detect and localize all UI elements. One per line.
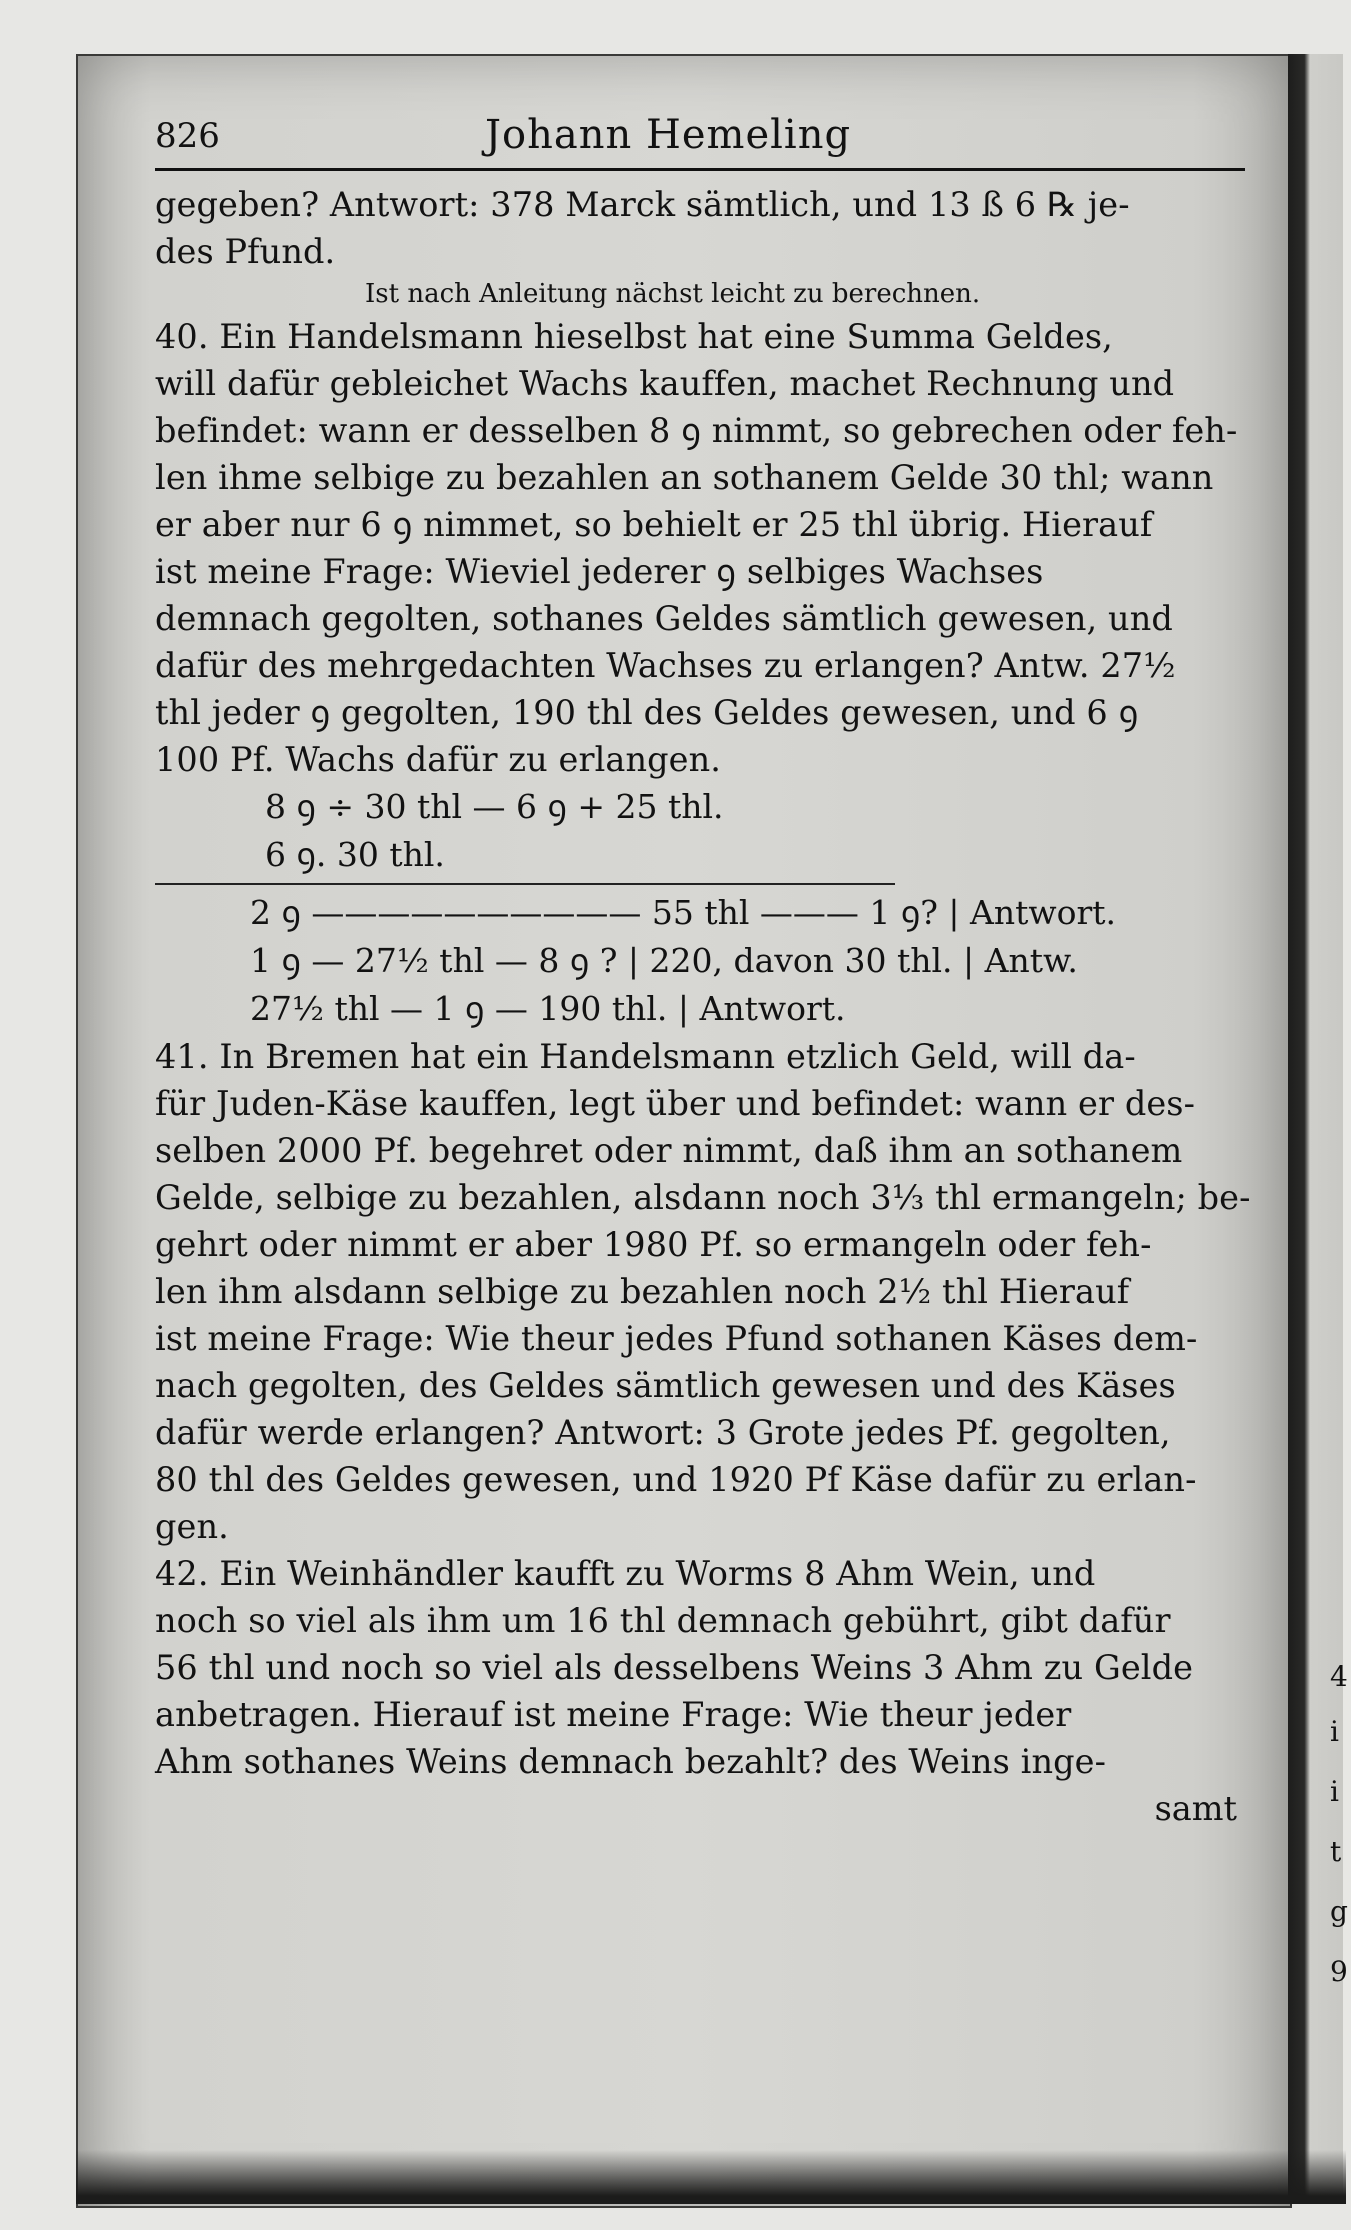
calculation-rule [155, 883, 895, 885]
text-line: len ihm alsdann selbige zu bezahlen noch 2½ thl Hierauf [155, 1272, 1130, 1311]
method-note: Ist nach Anleitung nächst leicht zu berechnen. [365, 279, 981, 309]
edge-letter: i [1330, 1775, 1339, 1808]
edge-letter: i [1330, 1715, 1339, 1748]
text-line: befindet: wann er desselben 8 ꝯ nimmt, so gebrechen oder feh- [155, 411, 1238, 450]
text-line: nach gegolten, des Geldes sämtlich gewesen und des Käses [155, 1366, 1176, 1405]
book-page [155, 110, 1251, 1832]
page-number: 826 [155, 116, 220, 156]
text-line: gegeben? Antwort: 378 Marck sämtlich, und 13 ß 6 ℞ je- [155, 185, 1130, 224]
text-line: Gelde, selbige zu bezahlen, alsdann noch 3⅓ thl ermangeln; be- [155, 1178, 1251, 1217]
text-line: für Juden-Käse kauffen, legt über und befindet: wann er des- [155, 1084, 1196, 1123]
text-line: gehrt oder nimmt er aber 1980 Pf. so ermangeln oder feh- [155, 1225, 1152, 1264]
text-line: ist meine Frage: Wieviel jederer ꝯ selbiges Wachses [155, 552, 1044, 591]
text-line: will dafür gebleichet Wachs kauffen, machet Rechnung und [155, 364, 1175, 403]
text-line: 42. Ein Weinhändler kaufft zu Worms 8 Ahm Wein, und [155, 1554, 1096, 1593]
calculation-line: 2 ꝯ —————————— 55 thl ——— 1 ꝯ? | Antwort. [250, 893, 1116, 932]
edge-letter: 4 [1330, 1660, 1348, 1693]
text-line: dafür des mehrgedachten Wachses zu erlangen? Antw. 27½ [155, 646, 1176, 685]
text-line: 40. Ein Handelsmann hieselbst hat eine Summa Geldes, [155, 317, 1113, 356]
calculation-line: 1 ꝯ — 27½ thl — 8 ꝯ ? | 220, davon 30 thl. | Antw. [250, 941, 1078, 980]
text-line: ist meine Frage: Wie theur jedes Pfund sothanen Käses dem- [155, 1319, 1198, 1358]
text-line: anbetragen. Hierauf ist meine Frage: Wie theur jeder [155, 1695, 1072, 1734]
calculation-line: 27½ thl — 1 ꝯ — 190 thl. | Antwort. [250, 989, 846, 1028]
text-line: er aber nur 6 ꝯ nimmet, so behielt er 25 thl übrig. Hierauf [155, 505, 1153, 544]
text-line: thl jeder ꝯ gegolten, 190 thl des Geldes gewesen, und 6 ꝯ [155, 693, 1139, 732]
page-header [155, 110, 1245, 171]
running-head: Johann Hemeling [485, 112, 852, 158]
calculation-line: 6 ꝯ. 30 thl. [265, 835, 445, 874]
edge-letter: t [1330, 1835, 1342, 1868]
catchword: samt [1154, 1789, 1237, 1828]
text-line: 100 Pf. Wachs dafür zu erlangen. [155, 740, 722, 779]
text-line: gen. [155, 1507, 229, 1546]
text-line: 56 thl und noch so viel als desselbens Weins 3 Ahm zu Gelde [155, 1648, 1194, 1687]
text-line: selben 2000 Pf. begehret oder nimmt, daß ihm an sothanem [155, 1131, 1183, 1170]
text-line: des Pfund. [155, 232, 336, 271]
edge-letter: g [1330, 1895, 1348, 1928]
text-line: Ahm sothanes Weins demnach bezahlt? des Weins inge- [155, 1742, 1107, 1781]
bottom-shadow [76, 2150, 1346, 2204]
text-line: dafür werde erlangen? Antwort: 3 Grote jedes Pf. gegolten, [155, 1413, 1171, 1452]
edge-letter: 9 [1330, 1955, 1348, 1988]
text-line: noch so viel als ihm um 16 thl demnach gebührt, gibt dafür [155, 1601, 1171, 1640]
adjacent-page-edge [1288, 54, 1343, 2204]
text-line: len ihme selbige zu bezahlen an sothanem Gelde 30 thl; wann [155, 458, 1214, 497]
text-line: demnach gegolten, sothanes Geldes sämtlich gewesen, und [155, 599, 1173, 638]
text-line: 41. In Bremen hat ein Handelsmann etzlich Geld, will da- [155, 1037, 1136, 1076]
text-line: 80 thl des Geldes gewesen, und 1920 Pf Käse dafür zu erlan- [155, 1460, 1197, 1499]
calculation-line: 8 ꝯ ÷ 30 thl — 6 ꝯ + 25 thl. [265, 787, 724, 826]
